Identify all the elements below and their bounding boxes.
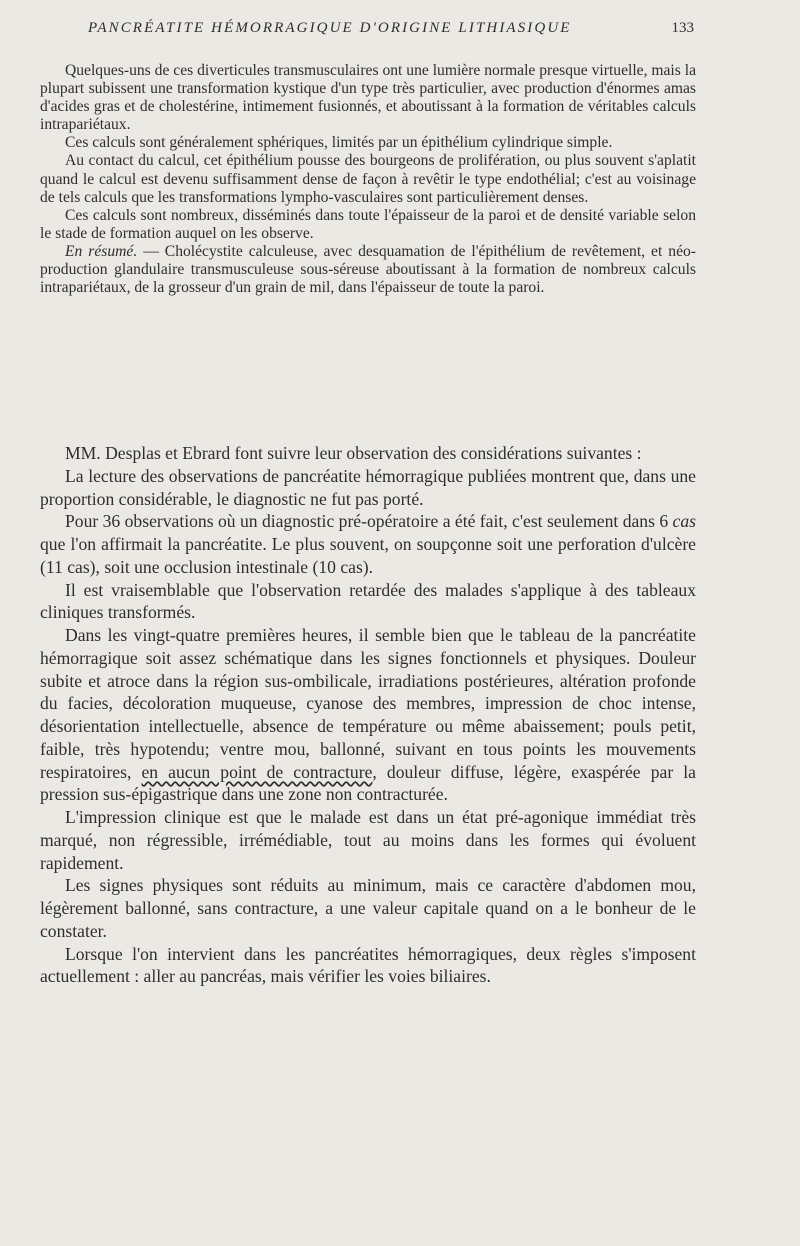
p4-text-a: Dans les vingt-quatre premières heures, il semble bien que le tableau de la pancréatite hémorragique soit assez schématique dans les signes fonctionnels et physiques. Douleur subite et atroce dans la région sus-ombilicale, irradiations postérieures, altération profonde du facies, décoloration muqueuse, cyanose des membres, impression de choc intense, désorientation intellectuelle, absence de température ou même abaissement; pouls petit, faible, très hypotendu; ventre mou, ballonné, suivant en tous points les mouvements respiratoires,	[40, 625, 696, 782]
paragraph-signes-physiques: Les signes physiques sont réduits au minimum, mais ce caractère d'abdomen mou, légèrement ballonné, sans contracture, a une valeur capitale quand on a le bonheur de le constater.	[40, 875, 696, 941]
paragraph-intro: MM. Desplas et Ebrard font suivre leur observation des considérations suivantes :	[65, 443, 642, 463]
running-header	[88, 20, 694, 44]
p4-underlined: en aucun point de contracture	[141, 761, 373, 782]
paragraph-regles: Lorsque l'on intervient dans les pancréatites hémorragiques, deux règles s'imposent actuellement : aller au pancréas, mais vérifier les voies biliaires.	[40, 943, 696, 987]
paragraph-calculs-nombreux: Ces calculs sont nombreux, disséminés dans toute l'épaisseur de la paroi et de densité variable selon le stade de formation auquel on les observe.	[40, 206, 696, 242]
paragraph-diagnostic	[40, 510, 696, 578]
paragraph-lecture: La lecture des observations de pancréatite hémorragique publiées montrent que, dans une proportion considérable, le diagnostic ne fut pas porté.	[40, 465, 696, 509]
resume-label: En résumé.	[65, 242, 138, 260]
paragraph-impression-clinique: L'impression clinique est que le malade est dans un état pré-agonique immédiat très marqué, non régressible, irrémédiable, tout au moins dans les formes qui évoluent rapidement.	[40, 807, 696, 873]
paragraph-contact-calcul: Au contact du calcul, cet épithélium pousse des bourgeons de prolifération, ou plus souvent s'aplatit quand le calcul est devenu suffisamment dense de façon à revêtir le type endothélial; c'est au voisinage de tels calculs que les transformations lympho-vasculaires sont particulièrement denses.	[40, 152, 696, 206]
paragraph-observation-retardee: Il est vraisemblable que l'observation retardée des malades s'applique à des tableaux cliniques transformés.	[40, 579, 696, 623]
p2-text-a: Pour 36 observations où un diagnostic pré-opératoire a été fait, c'est seulement dans 6	[65, 511, 673, 532]
paragraph-calculs-spheriques: Ces calculs sont généralement sphériques, limités par un épithélium cylindrique simple.	[65, 134, 613, 152]
p2-italic: cas	[672, 511, 696, 532]
paragraph-diverticules: Quelques-uns de ces diverticules transmusculaires ont une lumière normale presque virtuelle, mais la plupart subissent une transformation kystique d'un type très particulier, avec production d'énormes amas d'acides gras et de cholestérine, intimement fusionnés, et aboutissant à la formation de véritables calculs intrapariétaux.	[40, 62, 696, 134]
discussion-section	[40, 442, 696, 988]
observation-section	[40, 62, 696, 297]
p2-text-b: que l'on affirmait la pancréatite. Le plus souvent, on soupçonne soit une perforation d'ulcère (11 cas), soit une occlusion intestinale (10 cas).	[40, 534, 696, 577]
page-number: 133	[671, 20, 694, 36]
paragraph-resume	[40, 243, 696, 297]
p4-text-b: , douleur diffuse, légère, exaspérée par la pression sus-épigastrique dans une zone non contracturée.	[40, 761, 696, 805]
running-title: PANCRÉATITE HÉMORRAGIQUE D'ORIGINE LITHIASIQUE	[88, 20, 572, 36]
resume-text: — Cholécystite calculeuse, avec desquamation de l'épithélium de revêtement, et néo-production glandulaire transmusculeuse sous-séreuse aboutissant à la formation de nombreux calculs intrapariétaux, de la grosseur d'un grain de mil, dans l'épaisseur de toute la paroi.	[40, 242, 696, 297]
paragraph-tableau-clinique	[40, 624, 696, 806]
